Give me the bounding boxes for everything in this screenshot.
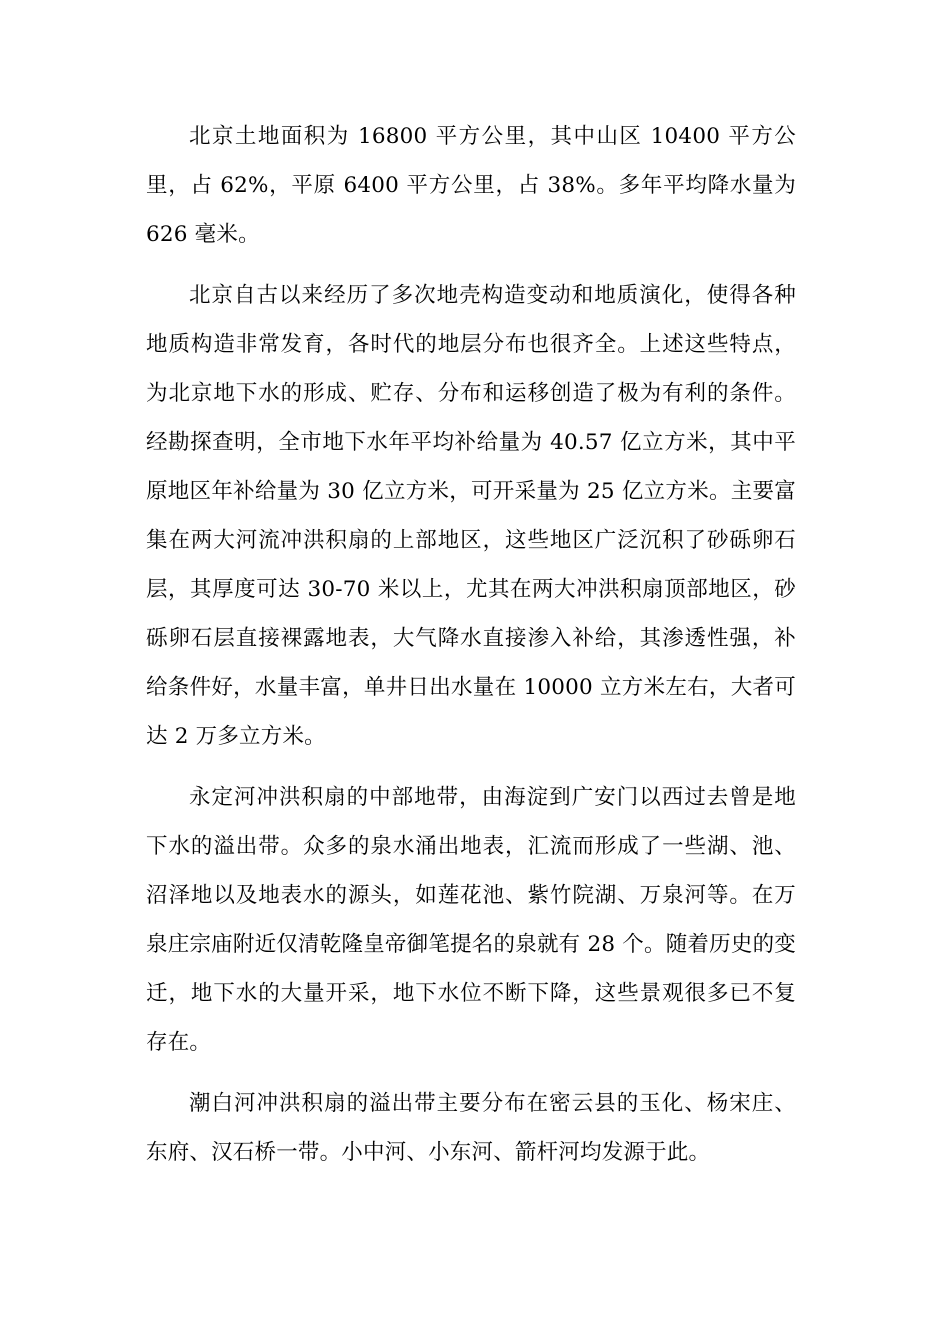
paragraph-yongding-overflow-zone: 永定河冲洪积扇的中部地带，由海淀到广安门以西过去曾是地下水的溢出带。众多的泉水涌出地表，汇流而形成了一些湖、池、沼泽地以及地表水的源头，如莲花池、紫竹院湖、万泉河等。在万泉庄宗庙附近仅清乾隆皇帝御笔提名的泉就有 28 个。随着历史的变迁，地下水的大量开采，地下水位不断下降，这些景观很多已不复存在。 <box>146 785 796 1055</box>
paragraph-land-area: 北京土地面积为 16800 平方公里，其中山区 10400 平方公里，占 62%，平原 6400 平方公里，占 38%。多年平均降水量为 626 毫米。 <box>146 124 796 247</box>
paragraph-geology-groundwater: 北京自古以来经历了多次地壳构造变动和地质演化，使得各种地质构造非常发育，各时代的地层分布也很齐全。上述这些特点，为北京地下水的形成、贮存、分布和运移创造了极为有利的条件。经勘探查明，全市地下水年平均补给量为 40.57 亿立方米，其中平原地区年补给量为 30 亿立方米，可开采量为 25 亿立方米。主要富集在两大河流冲洪积扇的上部地区，这些地区广泛沉积了砂砾卵石层，其厚度可达 30-70 米以上，尤其在两大冲洪积扇顶部地区，砂砾卵石层直接裸露地表，大气降水直接渗入补给，其渗透性强，补给条件好，水量丰富，单井日出水量在 10000 立方米左右，大者可达 2 万多立方米。 <box>146 283 796 749</box>
paragraph-chaobai-overflow-zone: 潮白河冲洪积扇的溢出带主要分布在密云县的玉化、杨宋庄、东府、汉石桥一带。小中河、小东河、箭杆河均发源于此。 <box>146 1091 796 1165</box>
document-page <box>146 112 796 1189</box>
